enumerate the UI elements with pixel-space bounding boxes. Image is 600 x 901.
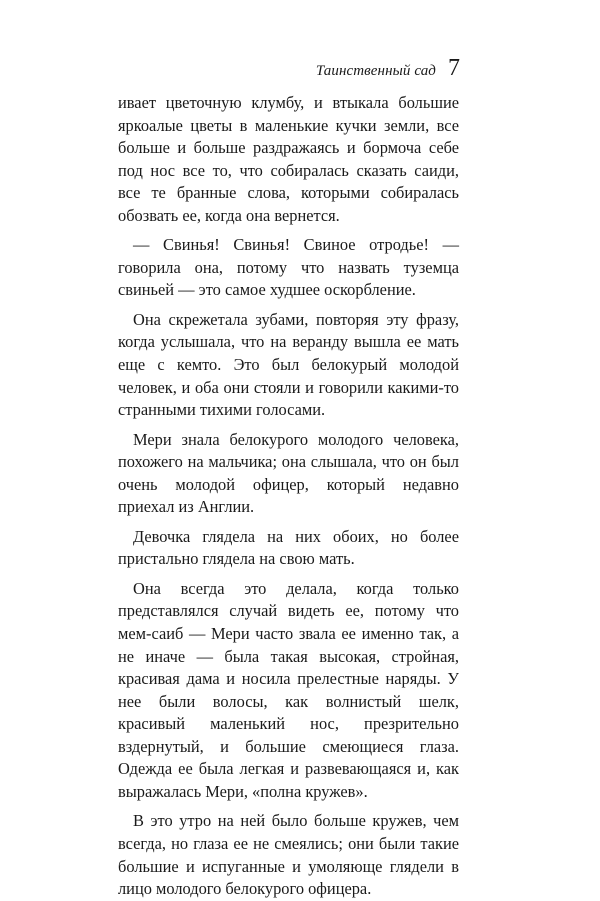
paragraph: — Свинья! Свинья! Свиное отродье! — говорила она, потому что назвать туземца свиньей — это самое худшее оскорбление. xyxy=(118,235,459,300)
running-title: Таинственный сад xyxy=(315,63,436,79)
paragraph: Она скрежетала зубами, повторяя эту фразу, когда услышала, что на веранду вышла ее мать еще с кемто. Это был белокурый молодой человек, и оба они стояли и говорили какими-то странными тихими голосами. xyxy=(118,309,459,420)
paragraph: Мери знала белокурого молодого человека, похожего на мальчика; она слышала, что он был очень молодой офицер, который недавно приехал из Англии. xyxy=(118,429,459,517)
page-number: 7 xyxy=(448,55,460,81)
paragraph: Девочка глядела на них обоих, но более пристально глядела на свою мать. xyxy=(118,526,459,569)
running-head xyxy=(316,56,460,80)
body-text xyxy=(118,92,459,901)
paragraph: В это утро на ней было больше кружев, чем всегда, но глаза ее не смеялись; они были такие большие и испуганные и умоляюще глядели в лицо молодого белокурого офицера. xyxy=(118,811,459,899)
paragraph: Она всегда это делала, когда только представлялся случай видеть ее, потому что мем-саиб — Мери часто звала ее именно так, а не иначе — была такая высокая, стройная, красивая дама и носила прелестные наряды. У нее были волосы, как волнистый шелк, красивый маленький нос, презрительно вздернутый, и большие смеющиеся глаза. Одежда ее была легкая и развевающаяся и, как выражалась Мери, «полна кружев». xyxy=(118,578,459,801)
paragraph: ивает цветочную клумбу, и втыкала большие яркоалые цветы в маленькие кучки земли, все больше и больше раздражаясь и бормоча себе под нос все то, что собиралась сказать саиди, все те бранные слова, которыми собиралась обозвать ее, когда она вернется. xyxy=(118,93,459,225)
